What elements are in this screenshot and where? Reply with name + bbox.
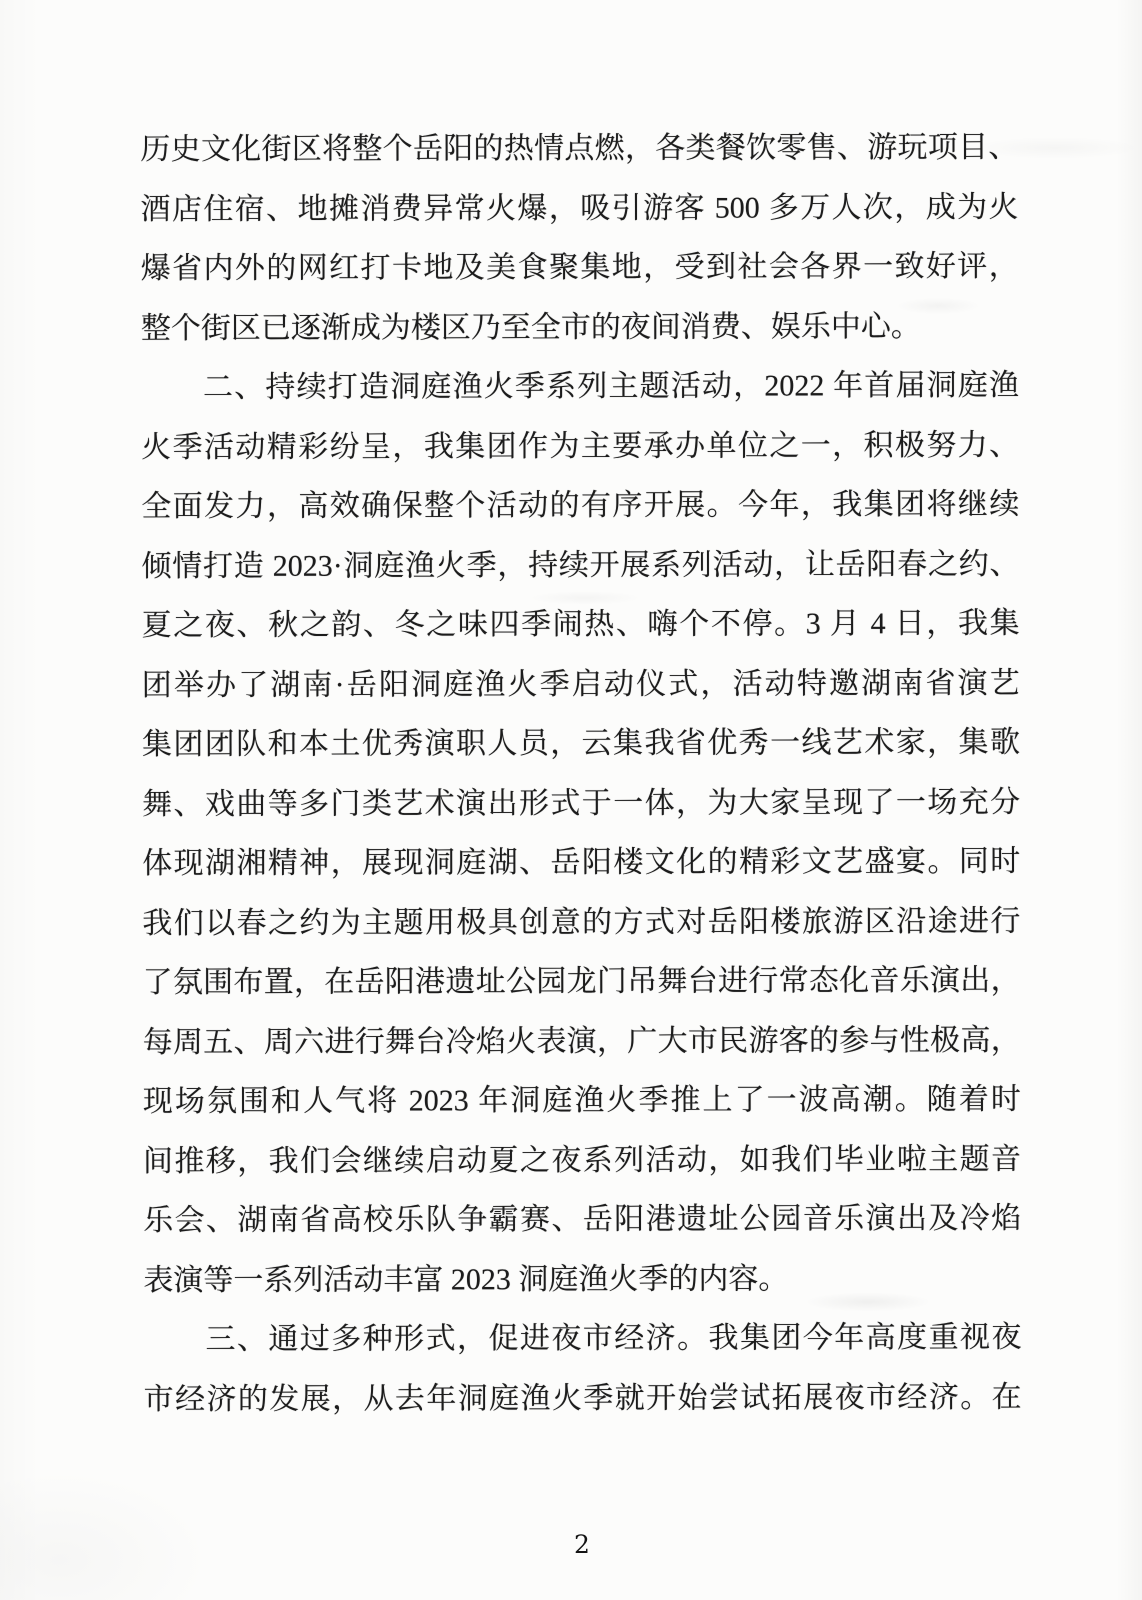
page-number: 2: [574, 1530, 590, 1559]
text-line: 倾情打造 2023·洞庭渔火季，持续开展系列活动，让岳阳春之约、: [141, 547, 1020, 583]
text-line: 我们以春之约为主题用极具创意的方式对岳阳楼旅游区沿途进行: [142, 904, 1021, 940]
text-line: 爆省内外的网红打卡地及美食聚集地，受到社会各界一致好评，: [140, 249, 1019, 286]
text-line: 间推移，我们会继续启动夏之夜系列活动，如我们毕业啦主题音: [142, 1142, 1022, 1178]
text-line: 酒店住宿、地摊消费异常火爆，吸引游客 500 多万人次，成为火: [140, 190, 1019, 226]
text-line: 乐会、湖南省高校乐队争霸赛、岳阳港遗址公园音乐演出及冷焰: [143, 1201, 1022, 1238]
document-body-text: [140, 118, 1021, 1429]
text-line-paragraph-start: 二、持续打造洞庭渔火季系列主题活动，2022 年首届洞庭渔: [202, 368, 1020, 404]
text-line: 体现湖湘精神，展现洞庭湖、岳阳楼文化的精彩文艺盛宴。同时: [142, 844, 1021, 881]
text-line: 每周五、周六进行舞台冷焰火表演，广大市民游客的参与性极高，: [142, 1023, 1021, 1059]
text-line-paragraph-start: 三、通过多种形式，促进夜市经济。我集团今年高度重视夜: [205, 1320, 1022, 1356]
text-line: 历史文化街区将整个岳阳的热情点燃，各类餐饮零售、游玩项目、: [140, 130, 1019, 167]
text-line: 舞、戏曲等多门类艺术演出形式于一体，为大家呈现了一场充分: [142, 785, 1021, 821]
text-line: 了氛围布置，在岳阳港遗址公园龙门吊舞台进行常态化音乐演出，: [142, 963, 1021, 1000]
text-line: 现场氛围和人气将 2023 年洞庭渔火季推上了一波高潮。随着时: [142, 1082, 1021, 1119]
text-line: 整个街区已逐渐成为楼区乃至全市的夜间消费、娱乐中心。: [140, 309, 921, 345]
text-line: 市经济的发展，从去年洞庭渔火季就开始尝试拓展夜市经济。在: [143, 1380, 1022, 1416]
text-line: 表演等一系列活动丰富 2023 洞庭渔火季的内容。: [143, 1261, 789, 1297]
text-line: 火季活动精彩纷呈，我集团作为主要承办单位之一，积极努力、: [141, 428, 1020, 464]
text-line: 团举办了湖南·岳阳洞庭渔火季启动仪式，活动特邀湖南省演艺: [141, 666, 1020, 702]
text-line: 集团团队和本土优秀演职人员，云集我省优秀一线艺术家，集歌: [141, 725, 1020, 762]
text-line: 夏之夜、秋之韵、冬之味四季闹热、嗨个不停。3 月 4 日，我集: [141, 606, 1020, 643]
text-line: 全面发力，高效确保整个活动的有序开展。今年，我集团将继续: [141, 487, 1020, 524]
